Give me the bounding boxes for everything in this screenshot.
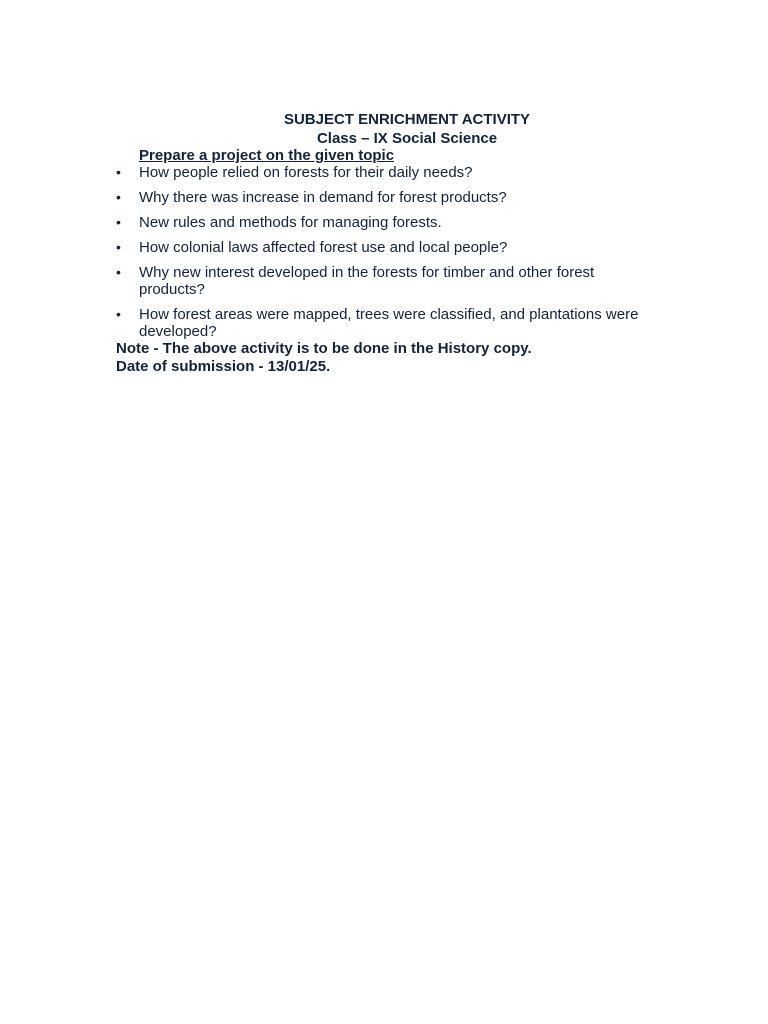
topic-list (116, 164, 676, 340)
topic-item (116, 214, 659, 231)
topic-item (116, 239, 659, 256)
topic-item (116, 189, 659, 206)
bullet-icon: • (116, 239, 121, 255)
topic-text: How people relied on forests for their daily needs? (139, 164, 473, 181)
submission-date: Date of submission - 13/01/25. (116, 358, 331, 375)
topic-text: Why new interest developed in the forests for timber and other forest products? (139, 264, 595, 298)
topic-item (116, 164, 659, 181)
bullet-icon: • (116, 189, 121, 205)
topic-text: How forest areas were mapped, trees were classified, and plantations were developed? (139, 306, 639, 340)
document-content (116, 111, 676, 375)
document-subtitle: Class – IX Social Science (316, 130, 498, 147)
topic-item (116, 306, 659, 340)
topic-text: Why there was increase in demand for forest products? (139, 189, 507, 206)
bullet-icon: • (116, 306, 121, 322)
topic-item (116, 264, 659, 298)
topic-text: New rules and methods for managing forests. (139, 214, 442, 231)
bullet-icon: • (116, 214, 121, 230)
bullet-icon: • (116, 164, 121, 180)
bullet-icon: • (116, 264, 121, 280)
project-instruction: Prepare a project on the given topic (139, 147, 395, 164)
note-text: Note - The above activity is to be done in the History copy. (116, 340, 532, 357)
topic-text: How colonial laws affected forest use and local people? (139, 239, 508, 256)
document-title: SUBJECT ENRICHMENT ACTIVITY (283, 111, 531, 128)
